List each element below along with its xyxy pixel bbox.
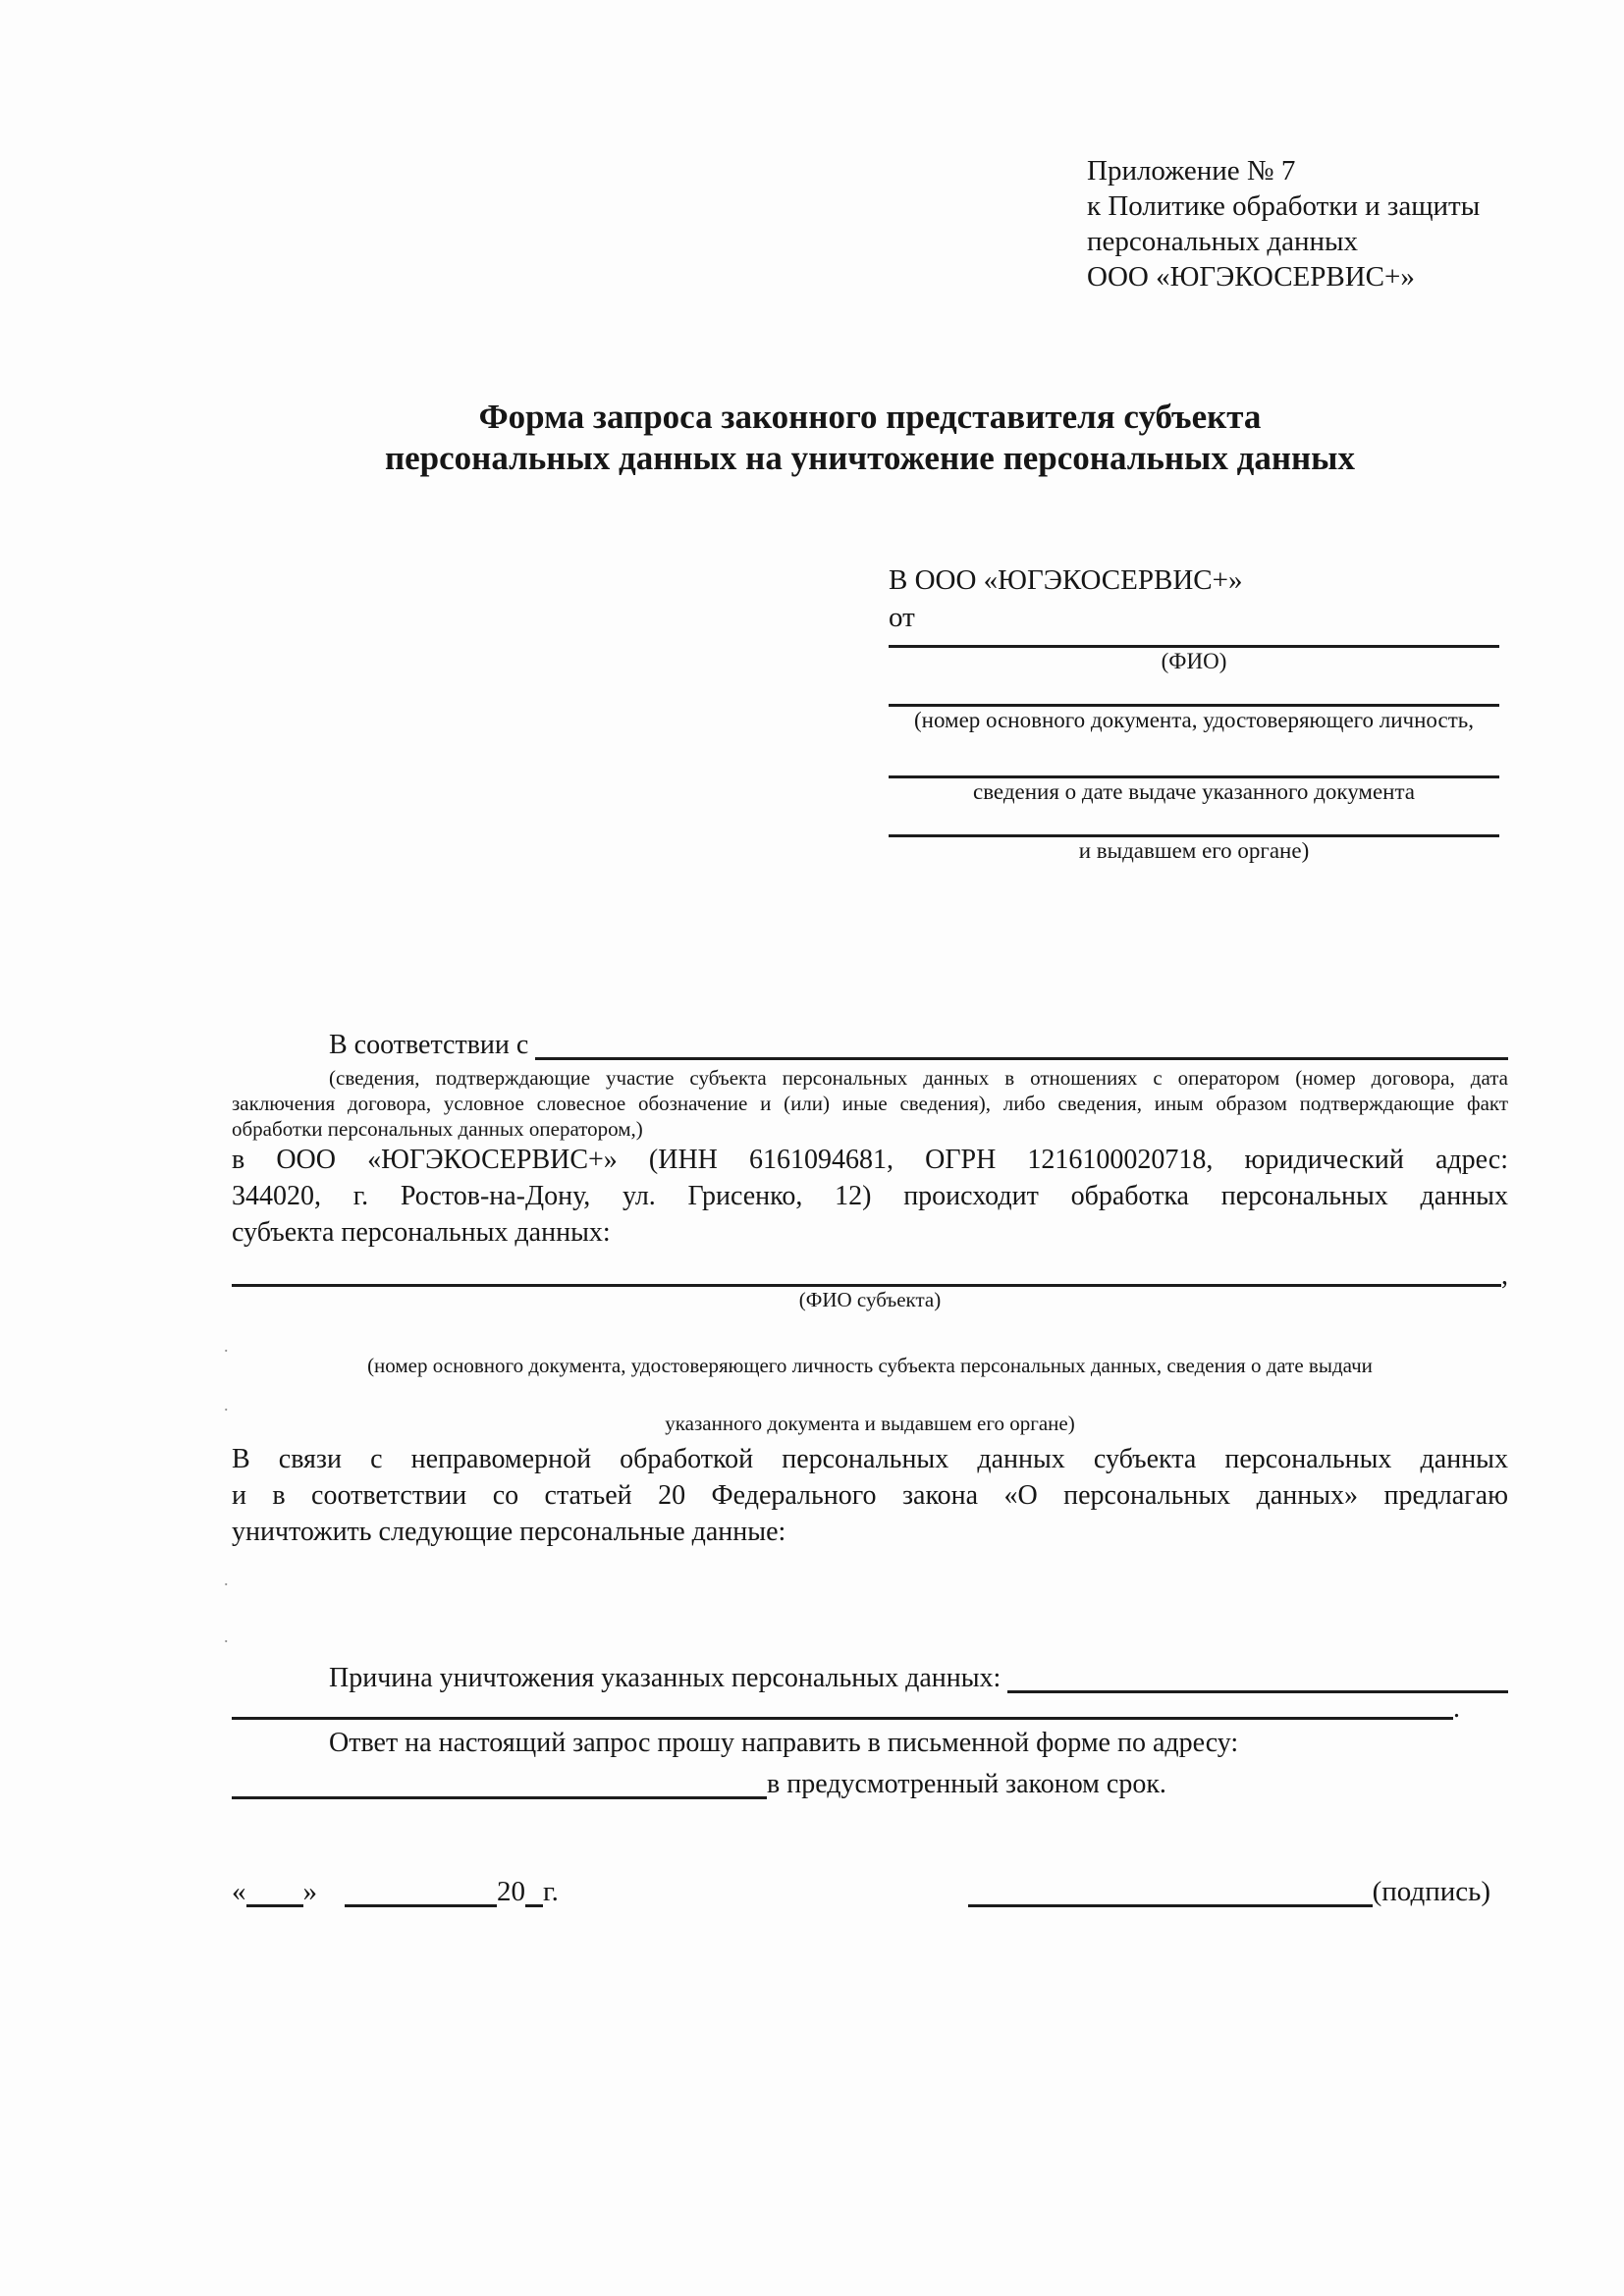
addressee-from-label: от xyxy=(889,602,915,633)
issue-date-caption: сведения о дате выдаче указанного документа xyxy=(972,779,1416,804)
addressee-block xyxy=(889,561,1499,865)
accordance-note-line: обработки персональных данных оператором,) xyxy=(232,1117,643,1141)
document-number-blank-line xyxy=(889,675,1499,707)
date-year-suffix: г. xyxy=(543,1876,559,1907)
subject-fio-blank-row xyxy=(232,1260,1508,1291)
stray-dot: . xyxy=(224,1395,229,1415)
company-name: ООО «ЮГЭКОСЕРВИС+» xyxy=(1087,261,1415,293)
unlawful-paragraph-line: В связи с неправомерной обработкой персональных данных субъекта персональных данных xyxy=(232,1444,1508,1474)
destruction-reason-blank-line xyxy=(1007,1659,1508,1693)
subject-fio-blank-line xyxy=(232,1267,1501,1287)
stray-dot: . xyxy=(224,1336,229,1356)
addressee-to: В ООО «ЮГЭКОСЕРВИС+» xyxy=(889,564,1243,596)
operator-paragraph-line: субъекта персональных данных: xyxy=(232,1217,611,1248)
date-close-quote: » xyxy=(302,1876,317,1907)
unlawful-paragraph-line: и в соответствии со статьей 20 Федерального закона «О персональных данных» предлагаю xyxy=(232,1480,1508,1511)
reply-request-paragraph: Ответ на настоящий запрос прошу направить в письменной форме по адресу: xyxy=(329,1728,1239,1758)
reply-address-row xyxy=(232,1765,1508,1804)
destruction-reason-row xyxy=(232,1659,1508,1698)
document-number-caption: (номер основного документа, удостоверяющего личность, xyxy=(913,708,1474,732)
date-group xyxy=(232,1872,559,1911)
reply-address-blank-line xyxy=(232,1796,767,1799)
date-year-prefix: 20 xyxy=(497,1876,525,1907)
issuing-authority-caption: и выдавшем его органе) xyxy=(1078,838,1310,863)
document-title xyxy=(232,397,1508,479)
subject-fio-caption: (ФИО субъекта) xyxy=(798,1288,942,1311)
date-day-blank xyxy=(246,1904,303,1907)
accordance-note-line: (сведения, подтверждающие участие субъекта персональных данных в отношениях с оператором (номер договора, дата xyxy=(329,1066,1508,1090)
title-line-2: персональных данных на уничтожение персональных данных xyxy=(384,439,1355,477)
subject-document-caption-2: указанного документа и выдавшем его органе) xyxy=(665,1412,1075,1435)
signature-caption: (подпись) xyxy=(1372,1876,1490,1907)
footer-row xyxy=(232,1872,1508,1911)
accordance-blank-line xyxy=(535,1026,1508,1060)
destruction-reason-label: Причина уничтожения указанных персональных данных: xyxy=(329,1663,1008,1693)
date-open-quote: « xyxy=(232,1876,246,1907)
destruction-reason-continuation-row xyxy=(232,1693,1508,1724)
accordance-lead-text: В соответствии с xyxy=(329,1030,536,1060)
issue-date-blank-line xyxy=(889,734,1499,778)
reply-tail-text: в предусмотренный законом срок. xyxy=(767,1769,1166,1799)
subject-document-caption-1: (номер основного документа, удостоверяющего личность субъекта персональных данных, сведения о дате выдачи xyxy=(367,1354,1373,1377)
operator-paragraph-line: 344020, г. Ростов-на-Дону, ул. Грисенко, 12) происходит обработка персональных данных xyxy=(232,1181,1508,1211)
date-month-blank xyxy=(345,1904,497,1907)
date-year-blank xyxy=(525,1904,543,1907)
fio-caption: (ФИО) xyxy=(1161,649,1227,673)
accordance-note xyxy=(232,1065,1508,1142)
stray-dot: . xyxy=(224,1627,229,1646)
unlawful-processing-paragraph xyxy=(232,1441,1508,1550)
appendix-number: Приложение № 7 xyxy=(1087,155,1296,187)
destruction-reason-blank-line-2 xyxy=(232,1700,1453,1720)
policy-reference-line: к Политике обработки и защиты xyxy=(1087,190,1481,222)
signature-group xyxy=(968,1872,1490,1911)
signature-blank-line xyxy=(968,1904,1373,1907)
issuing-authority-blank-line xyxy=(889,806,1499,837)
operator-paragraph xyxy=(232,1142,1508,1251)
body-block xyxy=(232,1026,1508,1804)
appendix-reference-block xyxy=(1087,153,1519,294)
accordance-note-line: заключения договора, условное словесное обозначение и (или) иные сведения), либо сведения, иным образом подтверждающие факт xyxy=(232,1092,1508,1115)
unlawful-paragraph-line: уничтожить следующие персональные данные: xyxy=(232,1517,786,1547)
accordance-row xyxy=(232,1026,1508,1065)
trailing-period: . xyxy=(1453,1693,1460,1724)
stray-dot: . xyxy=(224,1570,229,1589)
fio-blank-line xyxy=(889,636,1499,648)
title-line-1: Форма запроса законного представителя субъекта xyxy=(478,398,1262,436)
trailing-comma: , xyxy=(1501,1260,1508,1291)
policy-reference-line2: персональных данных xyxy=(1087,226,1359,257)
operator-paragraph-line: в ООО «ЮГЭКОСЕРВИС+» (ИНН 6161094681, ОГРН 1216100020718, юридический адрес: xyxy=(232,1145,1508,1175)
